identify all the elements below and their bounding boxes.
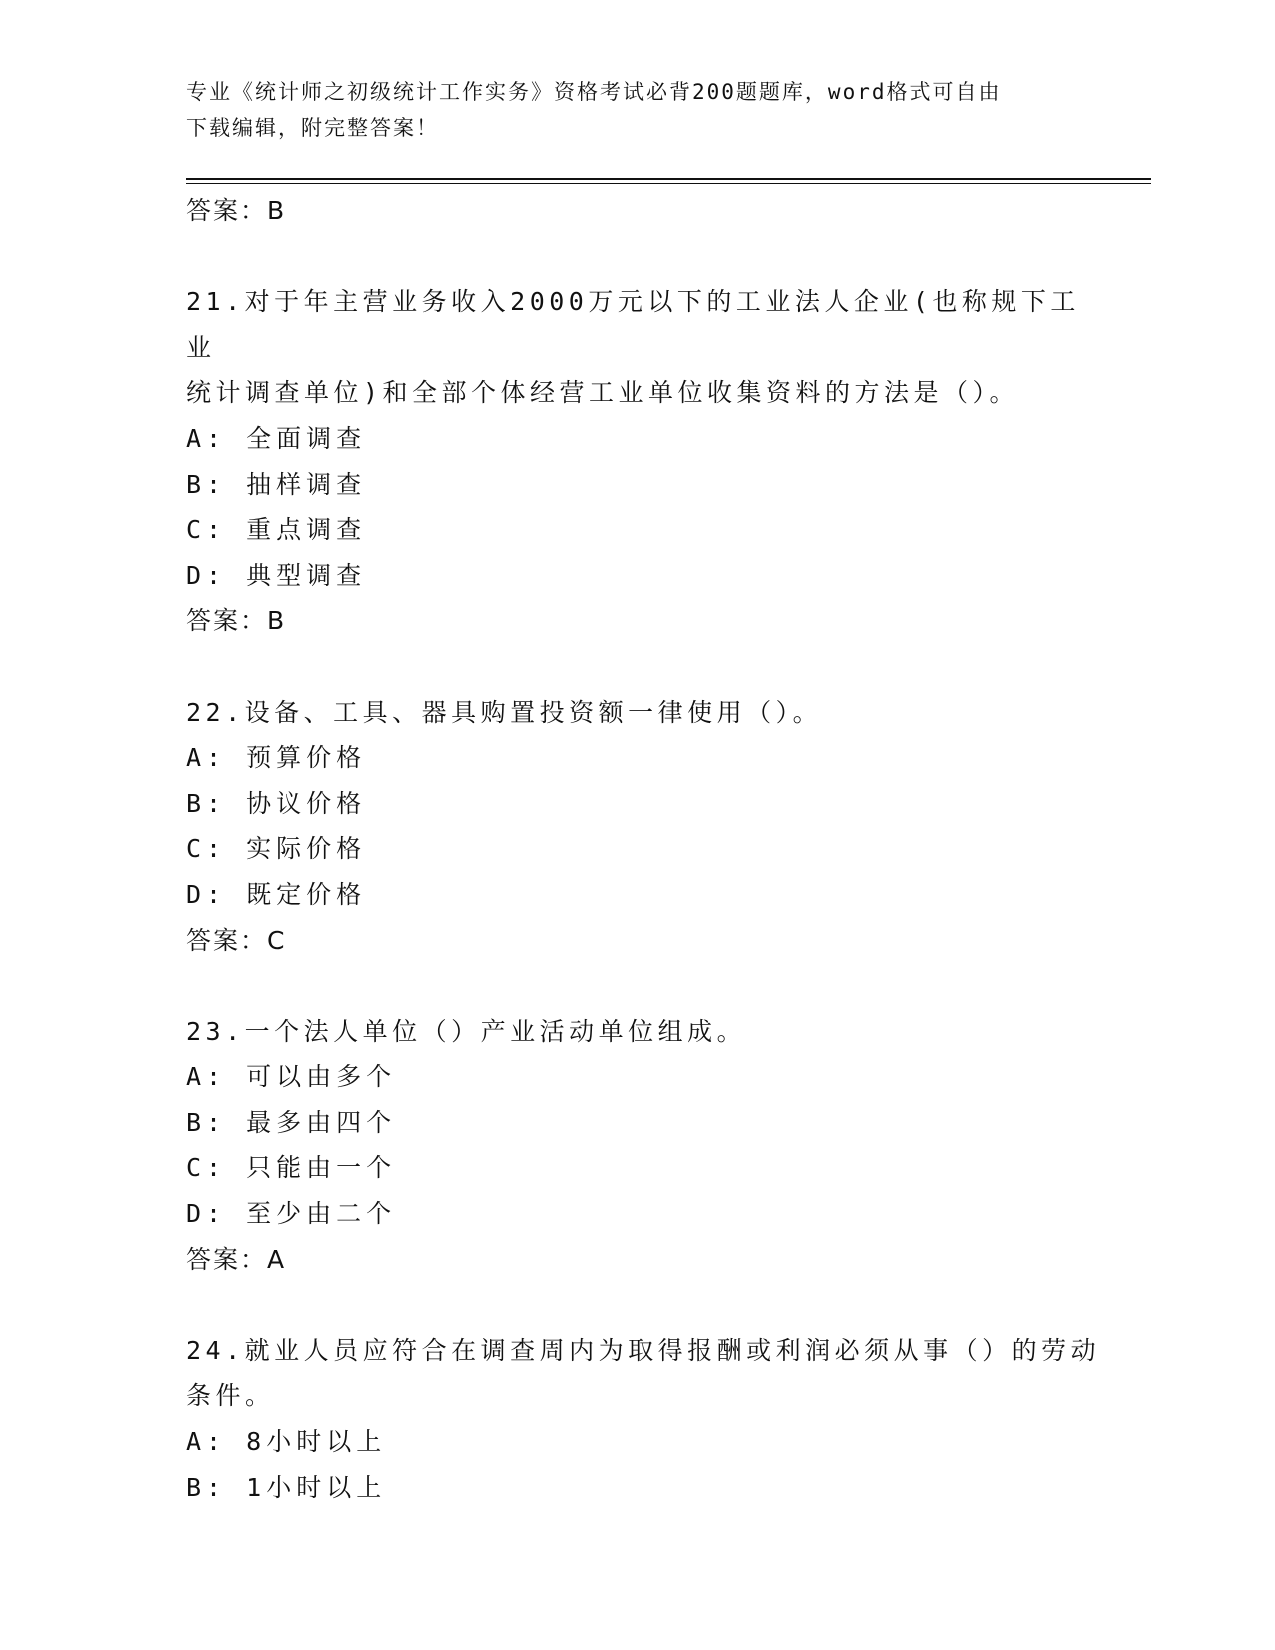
option-d: D: 既定价格: [186, 879, 367, 909]
option-d: D: 至少由二个: [186, 1199, 397, 1229]
option-d: D: 典型调查: [186, 560, 367, 590]
question-stem: 21.对于年主营业务收入2000万元以下的工业法人企业(也称规下工业: [186, 287, 1080, 362]
question-stem: 条件。: [186, 1381, 275, 1411]
header-line-1: 专业《统计师之初级统计工作实务》资格考试必背200题题库，word格式可自由: [186, 80, 1002, 104]
option-a: A: 预算价格: [186, 743, 367, 773]
question-22: [186, 690, 1106, 964]
question-stem: 统计调查单位)和全部个体经营工业单位收集资料的方法是（）。: [186, 378, 1020, 408]
option-c: C: 只能由一个: [186, 1153, 397, 1183]
question-stem: 22.设备、工具、器具购置投资额一律使用（）。: [186, 697, 823, 727]
header-rule-thin: [186, 183, 1151, 184]
header-line-2: 下载编辑，附完整答案！: [186, 116, 439, 140]
header-rule-thick: [186, 178, 1151, 180]
spacer: [186, 234, 1106, 280]
answer: 答案：C: [186, 925, 287, 955]
spacer: [186, 963, 1106, 1009]
answer: 答案：A: [186, 1244, 287, 1274]
option-b: B: 最多由四个: [186, 1107, 397, 1137]
document-header: [186, 74, 1086, 146]
option-c: C: 重点调查: [186, 515, 367, 545]
question-stem: 23.一个法人单位（）产业活动单位组成。: [186, 1016, 747, 1046]
answer: 答案：B: [186, 606, 287, 636]
question-24: [186, 1328, 1106, 1510]
option-c: C: 实际价格: [186, 834, 367, 864]
option-b: B: 抽样调查: [186, 469, 367, 499]
previous-answer: 答案：B: [186, 196, 287, 225]
option-a: A: 全面调查: [186, 423, 367, 453]
spacer: [186, 1282, 1106, 1328]
question-21: [186, 279, 1106, 644]
spacer: [186, 644, 1106, 690]
option-b: B: 1小时以上: [186, 1472, 387, 1502]
option-a: A: 可以由多个: [186, 1062, 397, 1092]
option-b: B: 协议价格: [186, 788, 367, 818]
option-a: A: 8小时以上: [186, 1427, 387, 1457]
question-23: [186, 1009, 1106, 1283]
document-body: [186, 188, 1106, 1510]
question-stem: 24.就业人员应符合在调查周内为取得报酬或利润必须从事（）的劳动: [186, 1335, 1101, 1365]
